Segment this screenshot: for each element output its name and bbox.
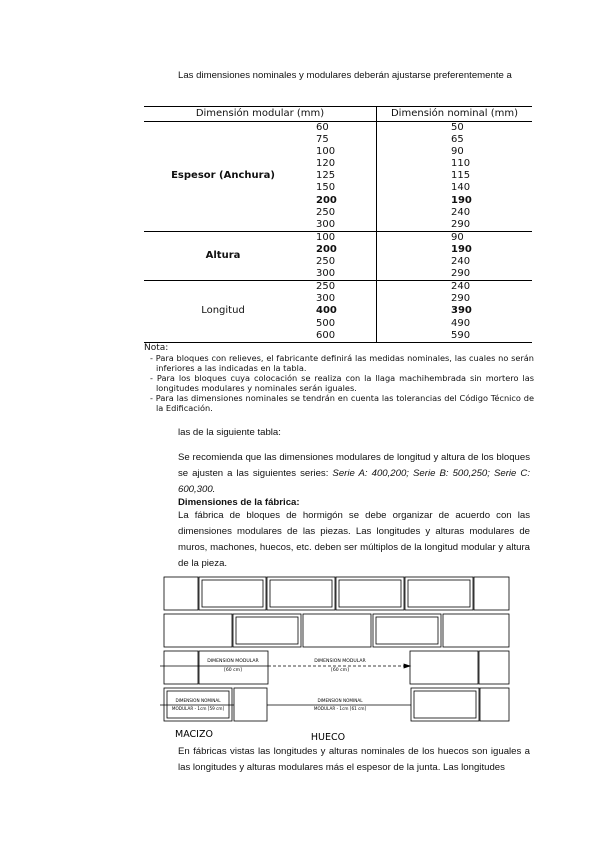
series-lead: Se recomienda que las dimensiones modulares de longitud y altura de los bloques se ajusten a las siguientes series: (178, 452, 530, 479)
series-values: Serie A: 400,200; Serie B: 500,250; Serie C: 600,300. (178, 468, 530, 495)
note-title: Nota: (144, 343, 169, 353)
block (410, 651, 478, 684)
modular-value: 600 (316, 329, 336, 341)
nominal-values (377, 122, 533, 232)
table-continuation-text: las de la siguiente tabla: (178, 427, 281, 438)
nominal-value: 390 (451, 305, 472, 317)
modular-values (302, 122, 377, 232)
block (164, 651, 198, 684)
nominal-value: 290 (451, 293, 471, 305)
modular-value: 100 (316, 146, 336, 158)
nominal-value: 240 (451, 256, 471, 268)
table-group-row (144, 231, 532, 280)
dim-modular-label: DIMENSION MODULAR (314, 659, 366, 664)
fabric-paragraph: La fábrica de bloques de hormigón se debe organizar de acuerdo con las dimensiones modulares de las piezas. Las longitudes y alturas modulares de muros, machones, huecos, etc. deben ser múltiplos de la longitud modular y altura de la pieza. (178, 510, 530, 569)
modular-values (302, 281, 377, 342)
modular-value: 125 (316, 170, 336, 182)
series-paragraph (178, 450, 530, 498)
group-label: Espesor (Anchura) (144, 122, 302, 232)
block (233, 614, 301, 647)
block-inner (202, 580, 263, 607)
dim-nominal-value: MODULAR - 1cm [59 cm] (171, 706, 225, 711)
nominal-value: 590 (451, 329, 471, 341)
dim-modular-label: DIMENSION MODULAR (207, 659, 259, 664)
nominal-values (377, 231, 533, 280)
block (373, 614, 441, 647)
block-wall-drawing (160, 574, 530, 742)
dim-nominal-label: DIMENSION NOMINAL (175, 698, 221, 703)
nominal-value: 65 (451, 134, 464, 146)
modular-value: 250 (316, 256, 336, 268)
block (405, 577, 473, 610)
modular-values (302, 231, 377, 280)
block (199, 577, 266, 610)
modular-value: 250 (316, 206, 336, 218)
block (479, 651, 509, 684)
closing-paragraph: En fábricas vistas las longitudes y alturas nominales de los huecos son iguales a las longitudes y alturas modulares más el espesor de la junta. Las longitudes (178, 746, 530, 773)
note-item: - Para los bloques cuya colocación se realiza con la llaga machihembrada sin mortero las longitudes modulares y nominales serán iguales. (150, 373, 534, 393)
table-group-row (144, 122, 532, 232)
block (480, 688, 509, 721)
block (336, 577, 404, 610)
nominal-value: 290 (451, 218, 471, 230)
block (303, 614, 371, 647)
group-label: Longitud (144, 281, 302, 342)
intro-text: Las dimensiones nominales y modulares deberán ajustarse preferentemente a (178, 70, 512, 81)
dimensions-table (144, 106, 532, 343)
table-group-row (144, 281, 532, 342)
modular-value: 400 (316, 305, 337, 317)
block (164, 577, 198, 610)
modular-value: 60 (316, 122, 329, 133)
dim-nominal-value: MODULAR - 1cm [61 cm] (313, 706, 367, 711)
block-inner (270, 580, 332, 607)
block-inner (167, 691, 229, 718)
nominal-value: 115 (451, 170, 471, 182)
modular-value: 200 (316, 243, 337, 255)
nominal-value: 190 (451, 243, 472, 255)
block-inner (414, 691, 476, 718)
modular-value: 200 (316, 194, 337, 206)
modular-value: 100 (316, 231, 336, 243)
caption-macizo: MACIZO (175, 729, 213, 740)
modular-value: 300 (316, 293, 336, 305)
nominal-value: 140 (451, 182, 471, 194)
note-item: - Para bloques con relieves, el fabricante definirá las medidas nominales, las cuales no serán inferiores a las indicadas en la tabla. (150, 353, 534, 373)
block (443, 614, 509, 647)
dim-modular-value: [60 cm] (224, 668, 242, 673)
modular-value: 120 (316, 158, 336, 170)
table-note (144, 343, 534, 413)
modular-value: 300 (316, 268, 336, 280)
block-inner (376, 617, 438, 644)
nominal-values (377, 281, 533, 342)
nominal-value: 190 (451, 194, 472, 206)
note-item: - Para las dimensiones nominales se tendrán en cuenta las tolerancias del Código Técnico de la Edificación. (150, 393, 534, 413)
block (164, 614, 232, 647)
dim-modular-value: [60 cm] (331, 668, 349, 673)
block-inner (408, 580, 470, 607)
nominal-value: 110 (451, 158, 471, 170)
nominal-value: 240 (451, 281, 471, 293)
section-heading: Dimensiones de la fábrica: (178, 497, 300, 508)
block (234, 688, 267, 721)
header-nominal: Dimensión nominal (mm) (377, 107, 533, 122)
block (164, 688, 232, 721)
modular-value: 250 (316, 281, 336, 293)
block-inner (339, 580, 401, 607)
modular-value: 75 (316, 134, 329, 146)
modular-value: 300 (316, 218, 336, 230)
modular-value: 500 (316, 317, 336, 329)
dim-nominal-label: DIMENSION NOMINAL (317, 698, 363, 703)
modular-value: 150 (316, 182, 336, 194)
block (474, 577, 509, 610)
nominal-value: 50 (451, 122, 464, 133)
nominal-value: 90 (451, 231, 464, 243)
group-label: Altura (144, 231, 302, 280)
block (411, 688, 479, 721)
caption-hueco: HUECO (310, 732, 346, 742)
nominal-value: 240 (451, 206, 471, 218)
block-inner (236, 617, 298, 644)
nominal-value: 290 (451, 268, 471, 280)
header-modular: Dimensión modular (mm) (144, 107, 377, 122)
nominal-value: 490 (451, 317, 471, 329)
block (267, 577, 335, 610)
nominal-value: 90 (451, 146, 464, 158)
